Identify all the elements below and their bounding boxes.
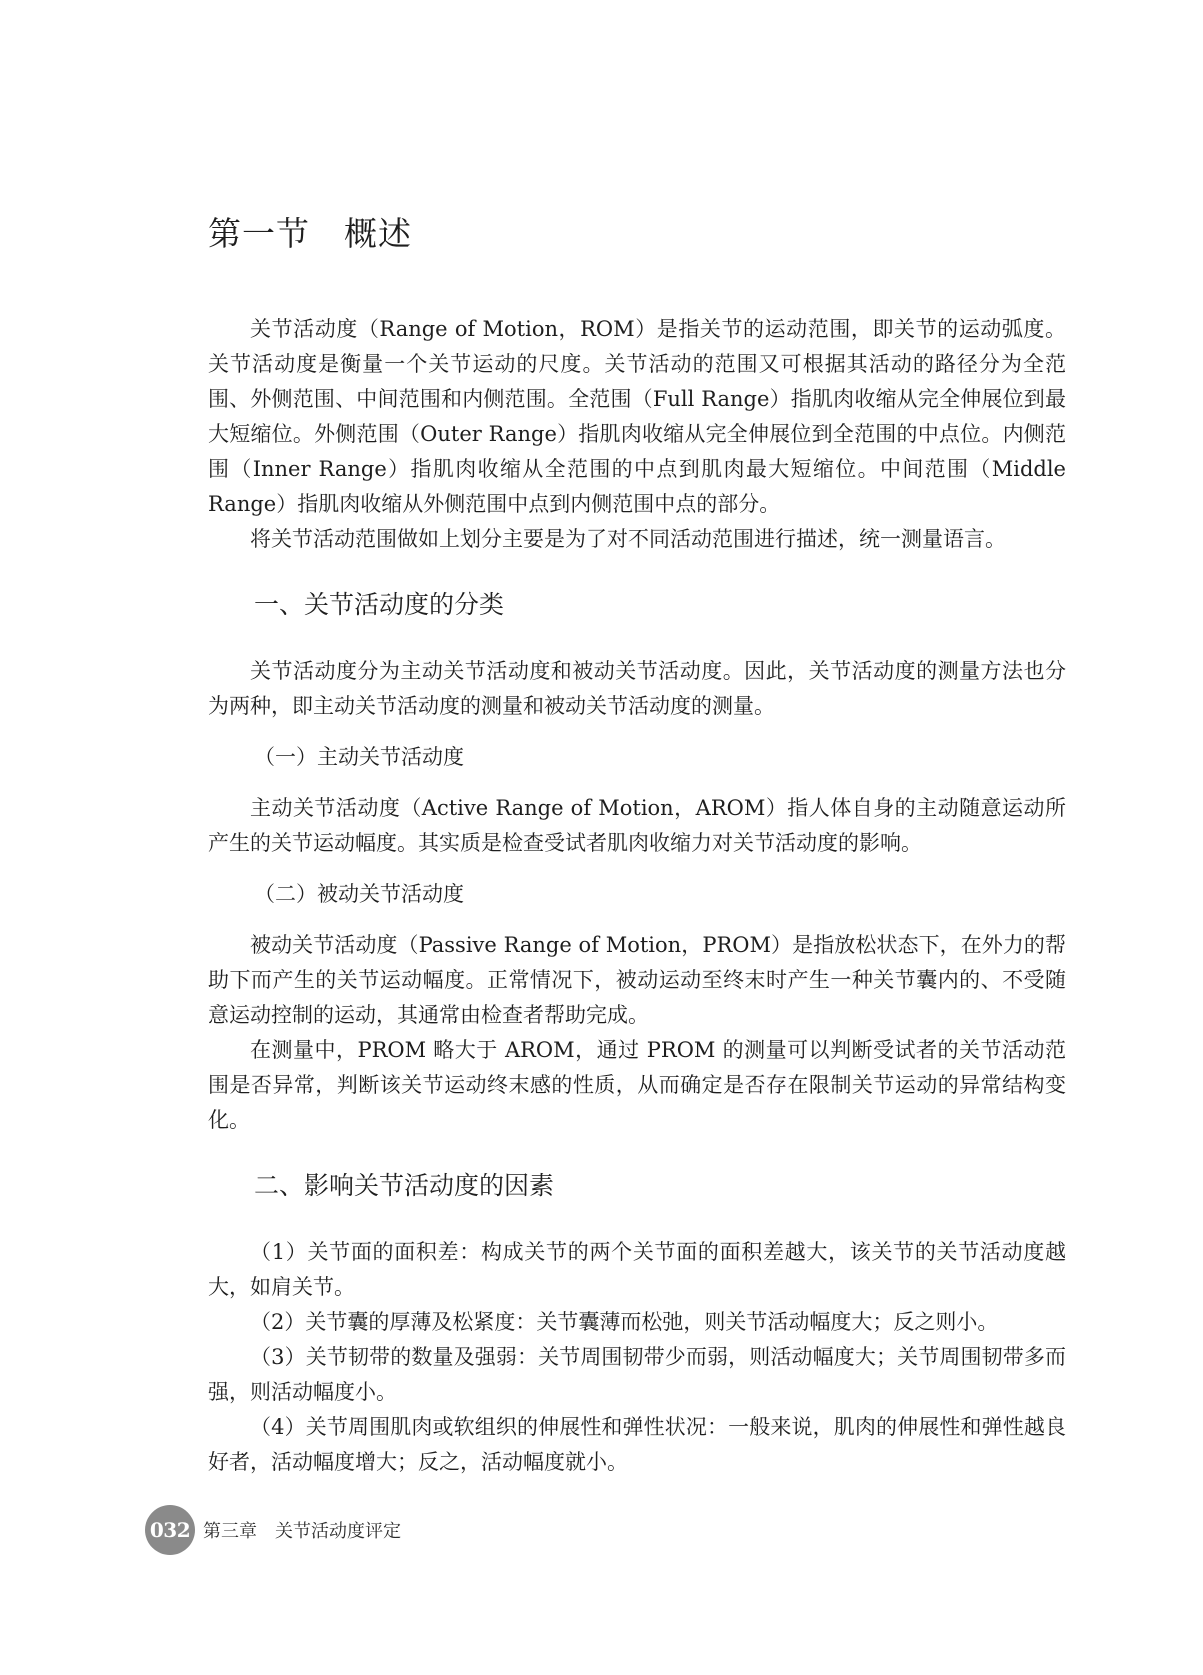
- chapter-label: 第三章 关节活动度评定: [203, 1521, 401, 1542]
- passive-rom-paragraph-2: 在测量中，PROM 略大于 AROM，通过 PROM 的测量可以判断受试者的关节活动范围是否异常，判断该关节运动终末感的性质，从而确定是否存在限制关节运动的异常结构变化。: [208, 1038, 1066, 1132]
- factors-heading: 二、影响关节活动度的因素: [254, 1171, 555, 1200]
- body-content: [208, 312, 1066, 1480]
- active-rom-heading: （一）主动关节活动度: [254, 745, 464, 769]
- section-title: 第一节 概述: [208, 214, 412, 253]
- intro-paragraph-2: 将关节活动范围做如上划分主要是为了对不同活动范围进行描述，统一测量语言。: [250, 527, 1006, 551]
- factor-item-1: （1）关节面的面积差：构成关节的两个关节面的面积差越大，该关节的关节活动度越大，如肩关节。: [208, 1240, 1066, 1299]
- factor-item-3: （3）关节韧带的数量及强弱：关节周围韧带少而弱，则活动幅度大；关节周围韧带多而强，则活动幅度小。: [208, 1345, 1066, 1404]
- page-number-badge: 032: [145, 1505, 195, 1555]
- classification-heading: 一、关节活动度的分类: [254, 590, 505, 619]
- factor-item-2: （2）关节囊的厚薄及松紧度：关节囊薄而松弛，则关节活动幅度大；反之则小。: [250, 1310, 999, 1334]
- active-rom-paragraph: 主动关节活动度（Active Range of Motion，AROM）指人体自身的主动随意运动所产生的关节运动幅度。其实质是检查受试者肌肉收缩力对关节活动度的影响。: [208, 796, 1066, 855]
- classification-paragraph: 关节活动度分为主动关节活动度和被动关节活动度。因此，关节活动度的测量方法也分为两种，即主动关节活动度的测量和被动关节活动度的测量。: [208, 659, 1066, 718]
- passive-rom-paragraph-1: 被动关节活动度（Passive Range of Motion，PROM）是指放松状态下，在外力的帮助下而产生的关节运动幅度。正常情况下，被动运动至终末时产生一种关节囊内的、不受随意运动控制的运动，其通常由检查者帮助完成。: [208, 933, 1066, 1027]
- passive-rom-heading: （二）被动关节活动度: [254, 882, 464, 906]
- page-footer: [145, 1505, 401, 1555]
- intro-paragraph-1: 关节活动度（Range of Motion，ROM）是指关节的运动范围，即关节的运动弧度。关节活动度是衡量一个关节运动的尺度。关节活动的范围又可根据其活动的路径分为全范围、外侧范围、中间范围和内侧范围。全范围（Full Range）指肌肉收缩从完全伸展位到最大短缩位。外侧范围（Outer Range）指肌肉收缩从完全伸展位到全范围的中点位。内侧范围（Inner Range）指肌肉收缩从全范围的中点到肌肉最大短缩位。中间范围（Middle Range）指肌肉收缩从外侧范围中点到内侧范围中点的部分。: [208, 317, 1066, 516]
- factor-item-4: （4）关节周围肌肉或软组织的伸展性和弹性状况：一般来说，肌肉的伸展性和弹性越良好者，活动幅度增大；反之，活动幅度就小。: [208, 1415, 1066, 1474]
